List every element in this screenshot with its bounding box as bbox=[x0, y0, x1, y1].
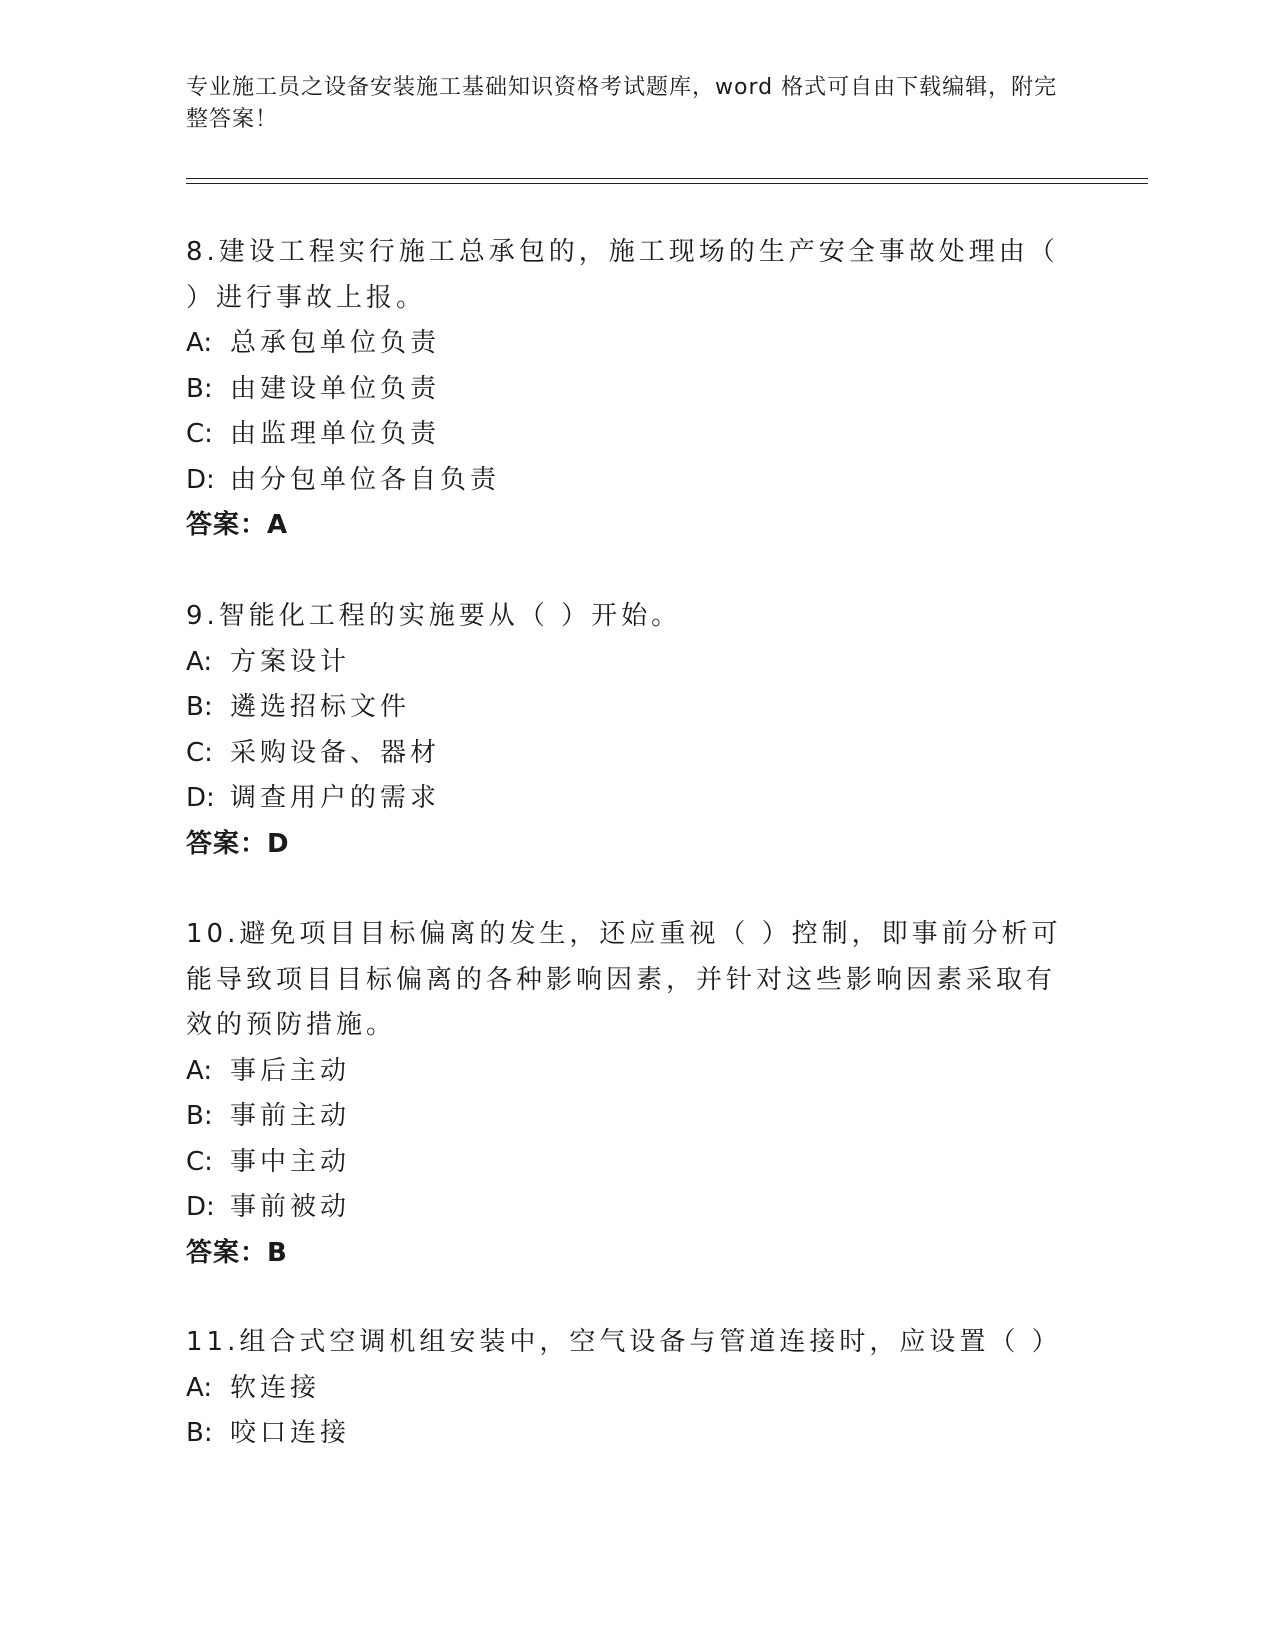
document-header: 专业施工员之设备安装施工基础知识资格考试题库，word 格式可自由下载编辑，附完整答案！ bbox=[186, 75, 1058, 132]
header-divider-top bbox=[186, 178, 1148, 179]
option-text: 调查用户的需求 bbox=[230, 783, 441, 813]
question-stem: 10.避免项目目标偏离的发生，还应重视（ ）控制，即事前分析可能导致项目目标偏离的各种影响因素，并针对这些影响因素采取有效的预防措施。 bbox=[186, 919, 1062, 1040]
option-key: C: bbox=[186, 737, 213, 768]
option-text: 事前被动 bbox=[230, 1192, 351, 1222]
answer-line: 答案：B bbox=[186, 1237, 288, 1268]
option-key: C: bbox=[186, 419, 213, 449]
option-text: 由建设单位负责 bbox=[230, 373, 441, 404]
question-8 bbox=[186, 230, 1066, 549]
option-text: 事后主动 bbox=[230, 1055, 351, 1086]
option-b bbox=[186, 367, 1066, 413]
option-text: 采购设备、器材 bbox=[230, 737, 441, 768]
answer-line: 答案：D bbox=[186, 828, 290, 859]
option-text: 由监理单位负责 bbox=[230, 419, 441, 449]
option-key: A: bbox=[186, 328, 213, 358]
option-text: 事前主动 bbox=[230, 1101, 351, 1131]
option-d bbox=[186, 1185, 1066, 1231]
option-text: 遴选招标文件 bbox=[230, 692, 411, 722]
option-a bbox=[186, 321, 1066, 367]
option-b bbox=[186, 1411, 1066, 1457]
option-c bbox=[186, 412, 1066, 458]
question-stem: 8.建设工程实行施工总承包的，施工现场的生产安全事故处理由（ ）进行事故上报。 bbox=[186, 237, 1059, 313]
option-text: 咬口连接 bbox=[230, 1418, 351, 1448]
option-d bbox=[186, 458, 1066, 504]
option-a bbox=[186, 1049, 1066, 1095]
option-text: 事中主动 bbox=[230, 1146, 351, 1177]
option-a bbox=[186, 1366, 1066, 1412]
option-key: D: bbox=[186, 1192, 215, 1222]
option-key: A: bbox=[186, 1055, 213, 1086]
answer-line: 答案：A bbox=[186, 510, 289, 540]
question-10 bbox=[186, 912, 1066, 1276]
option-key: D: bbox=[186, 783, 215, 813]
option-c bbox=[186, 731, 1066, 777]
question-9 bbox=[186, 594, 1066, 867]
question-stem: 9.智能化工程的实施要从（ ）开始。 bbox=[186, 601, 682, 631]
option-key: A: bbox=[186, 1372, 213, 1403]
option-text: 方案设计 bbox=[230, 646, 351, 677]
question-11 bbox=[186, 1320, 1066, 1457]
option-d bbox=[186, 776, 1066, 822]
option-text: 软连接 bbox=[230, 1372, 321, 1403]
option-text: 总承包单位负责 bbox=[230, 328, 441, 358]
option-a bbox=[186, 640, 1066, 686]
header-divider-bottom bbox=[186, 183, 1148, 184]
option-text: 由分包单位各自负责 bbox=[230, 464, 501, 495]
option-b bbox=[186, 1094, 1066, 1140]
option-c bbox=[186, 1140, 1066, 1186]
option-key: D: bbox=[186, 464, 215, 495]
option-key: B: bbox=[186, 692, 213, 722]
option-key: B: bbox=[186, 1101, 213, 1131]
option-b bbox=[186, 685, 1066, 731]
question-stem: 11.组合式空调机组安装中，空气设备与管道连接时，应设置（ ） bbox=[186, 1327, 1062, 1357]
option-key: B: bbox=[186, 1418, 213, 1448]
option-key: A: bbox=[186, 646, 213, 677]
option-key: B: bbox=[186, 373, 213, 404]
option-key: C: bbox=[186, 1146, 213, 1177]
